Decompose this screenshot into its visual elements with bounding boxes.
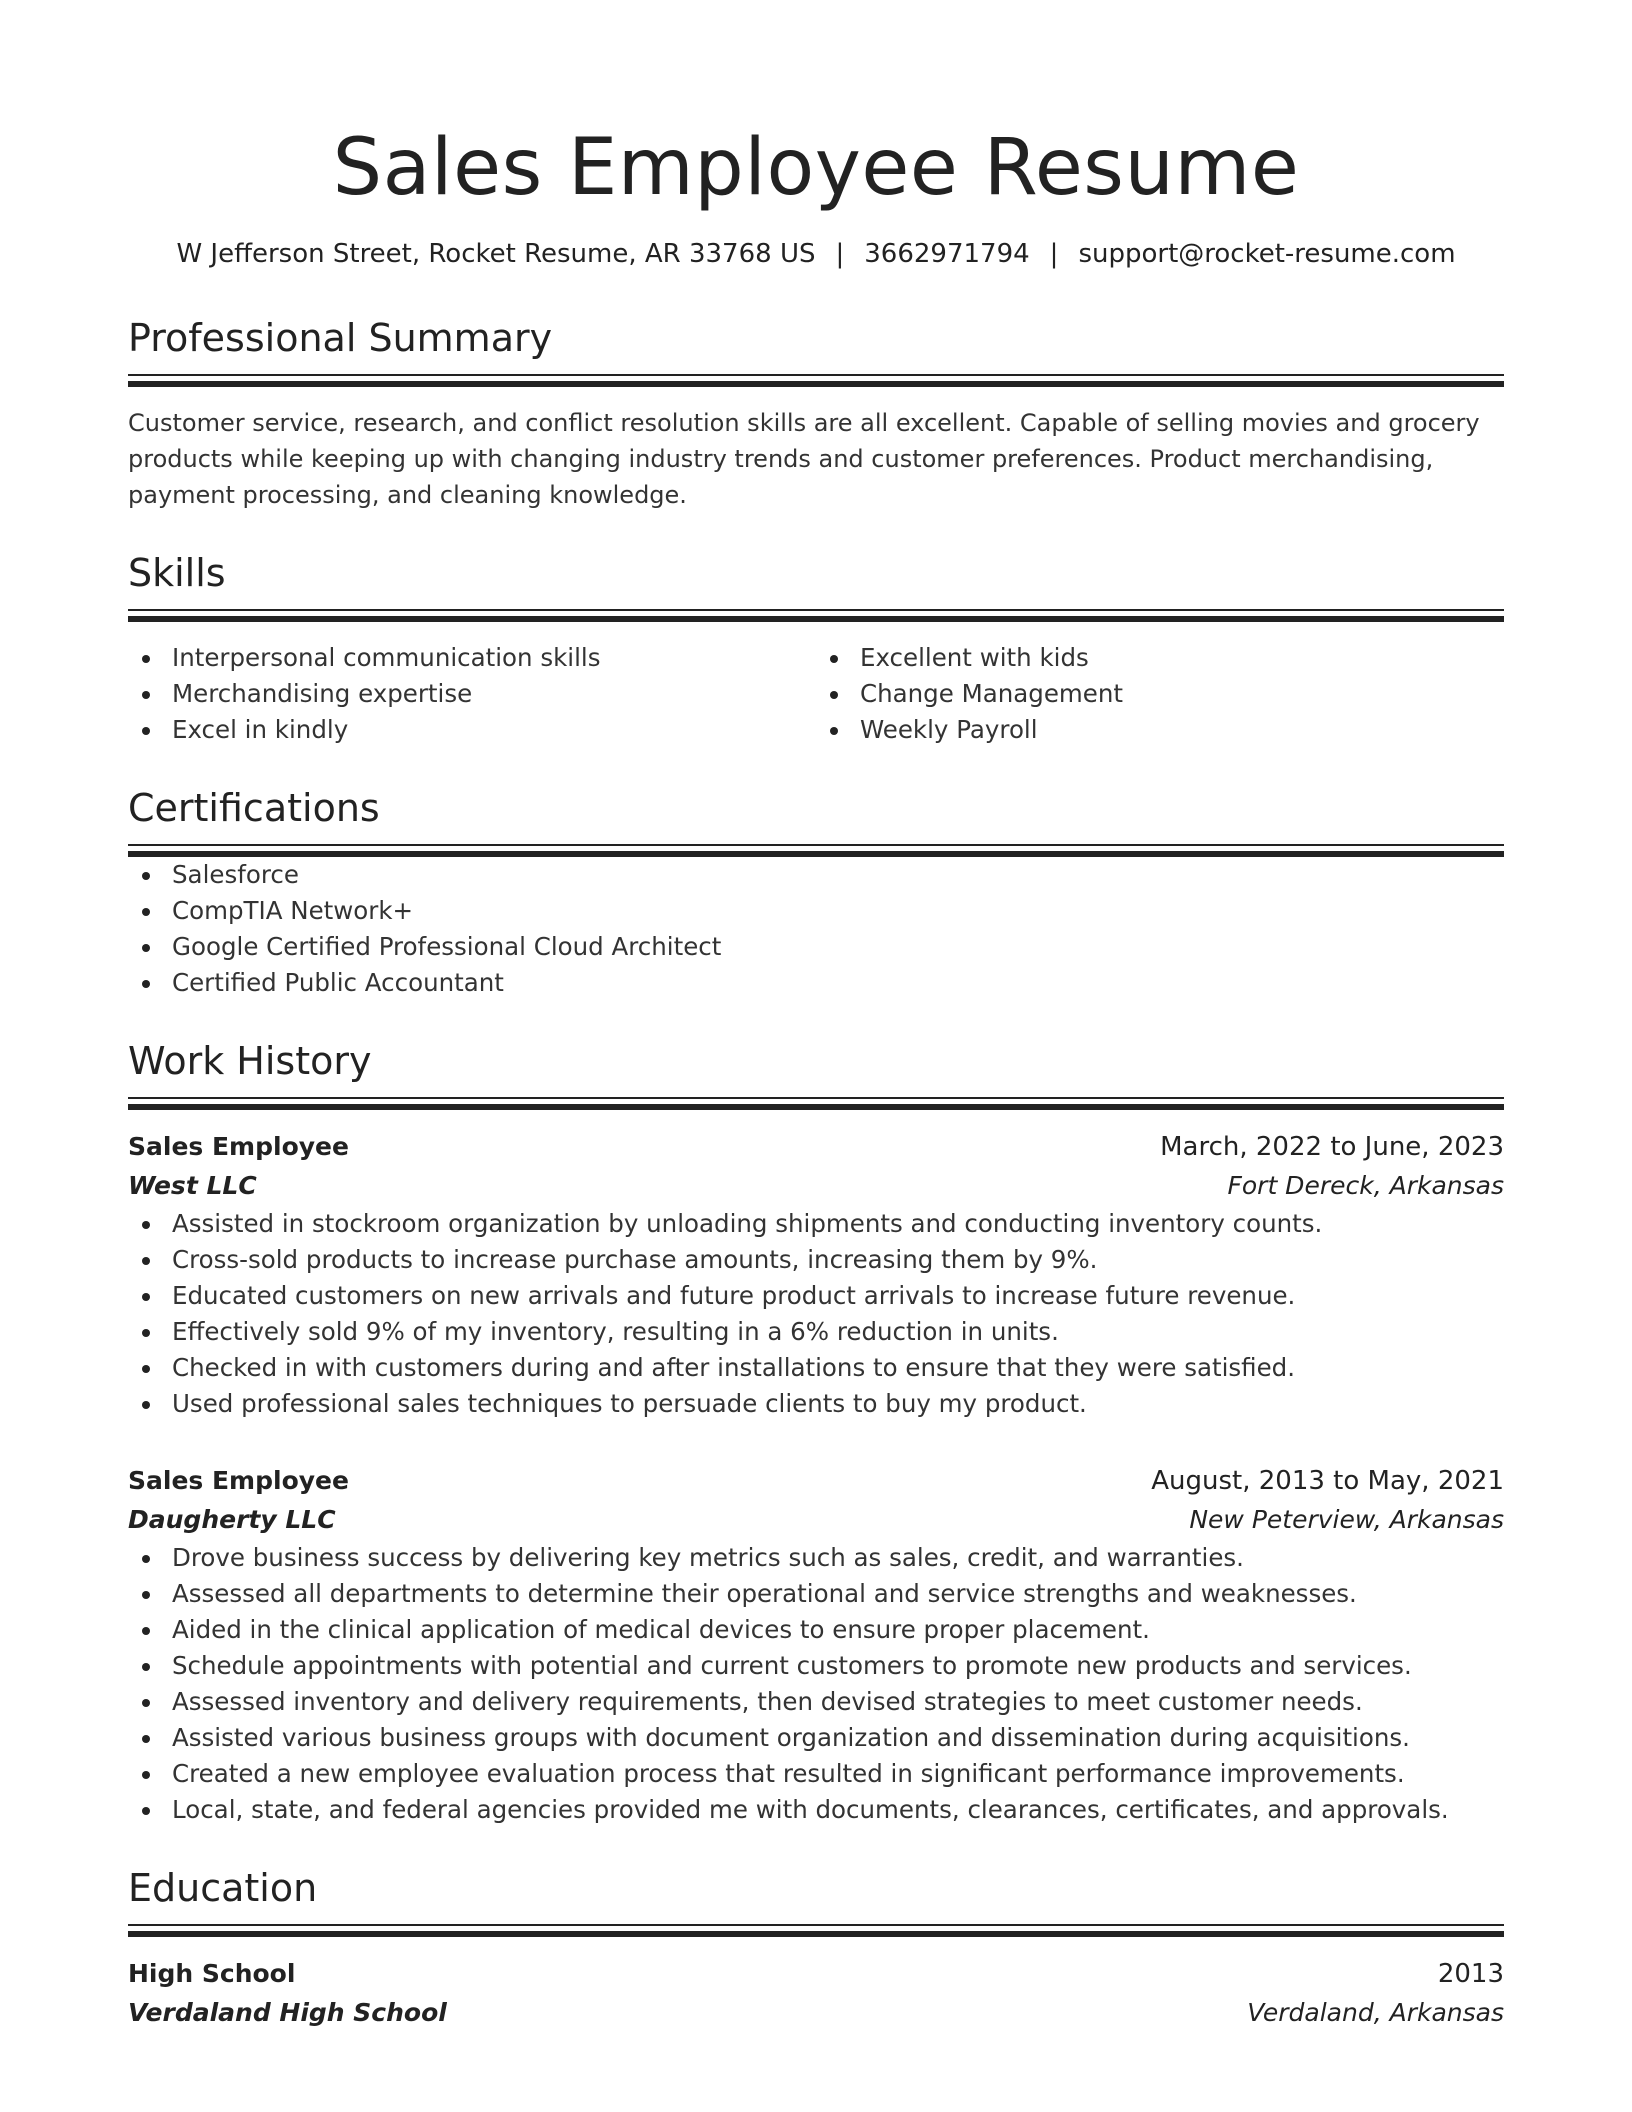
education-year: 2013 <box>1437 1959 1504 1989</box>
job-entry <box>128 1128 1504 1422</box>
education-title: Education <box>128 1866 318 1910</box>
job-company-row <box>128 1166 1504 1206</box>
job-dates: August, 2013 to May, 2021 <box>1151 1466 1504 1496</box>
job-bullet: Schedule appointments with potential and current customers to promote new products and services. <box>128 1648 1504 1684</box>
job-location: New Peterview, Arkansas <box>1189 1505 1504 1534</box>
education-section <box>128 1862 1504 2033</box>
section-divider <box>128 1924 1504 1937</box>
skill-item: Merchandising expertise <box>128 676 816 712</box>
job-title: Sales Employee <box>128 1466 349 1495</box>
job-dates: March, 2022 to June, 2023 <box>1160 1132 1504 1162</box>
job-title: Sales Employee <box>128 1132 349 1161</box>
job-bullet: Used professional sales techniques to persuade clients to buy my product. <box>128 1386 1504 1422</box>
summary-title: Professional Summary <box>128 316 553 360</box>
contact-email: support@rocket-resume.com <box>1078 239 1456 269</box>
job-bullet: Assessed all departments to determine their operational and service strengths and weaknesses. <box>128 1576 1504 1612</box>
work-history-title: Work History <box>128 1039 372 1083</box>
summary-section <box>128 312 1504 513</box>
contact-phone: 3662971794 <box>864 239 1030 269</box>
skill-item: Weekly Payroll <box>816 712 1504 748</box>
job-company-row <box>128 1500 1504 1540</box>
job-bullet: Assisted in stockroom organization by unloading shipments and conducting inventory counts. <box>128 1206 1504 1242</box>
certifications-title: Certifications <box>128 786 380 830</box>
work-history-section <box>128 1035 1504 1828</box>
contact-separator: | <box>1049 239 1059 269</box>
education-school-row <box>128 1993 1504 2033</box>
job-location: Fort Dereck, Arkansas <box>1227 1171 1504 1200</box>
certification-item: CompTIA Network+ <box>128 893 1504 929</box>
education-location: Verdaland, Arkansas <box>1247 1998 1504 2027</box>
skills-grid <box>128 640 1504 748</box>
job-bullet: Aided in the clinical application of medical devices to ensure proper placement. <box>128 1612 1504 1648</box>
job-bullet: Drove business success by delivering key metrics such as sales, credit, and warranties. <box>128 1540 1504 1576</box>
job-bullet: Assessed inventory and delivery requirements, then devised strategies to meet customer needs. <box>128 1684 1504 1720</box>
contact-separator: | <box>835 239 845 269</box>
contact-line <box>128 236 1504 272</box>
education-degree: High School <box>128 1959 296 1988</box>
job-company: West LLC <box>128 1171 257 1200</box>
contact-address: W Jefferson Street, Rocket Resume, AR 33768 US <box>176 239 816 269</box>
certifications-section <box>128 782 1504 1001</box>
resume-name: Sales Employee Resume <box>332 123 1300 213</box>
section-divider <box>128 609 1504 622</box>
job-header-row <box>128 1128 1504 1166</box>
job-bullets <box>128 1206 1504 1422</box>
certifications-list <box>128 857 1504 1001</box>
job-bullet: Cross-sold products to increase purchase amounts, increasing them by 9%. <box>128 1242 1504 1278</box>
certification-item: Salesforce <box>128 857 1504 893</box>
job-bullet: Checked in with customers during and after installations to ensure that they were satisfied. <box>128 1350 1504 1386</box>
education-entry <box>128 1955 1504 2033</box>
section-divider <box>128 374 1504 387</box>
section-divider <box>128 1097 1504 1110</box>
education-header-row <box>128 1955 1504 1993</box>
job-bullet: Effectively sold 9% of my inventory, resulting in a 6% reduction in units. <box>128 1314 1504 1350</box>
skills-section <box>128 547 1504 748</box>
skill-item: Change Management <box>816 676 1504 712</box>
job-bullet: Created a new employee evaluation process that resulted in significant performance improvements. <box>128 1756 1504 1792</box>
certification-item: Certified Public Accountant <box>128 965 1504 1001</box>
education-school: Verdaland High School <box>128 1998 447 2027</box>
skills-left-column <box>128 640 816 748</box>
job-bullets <box>128 1540 1504 1828</box>
job-bullet: Assisted various business groups with document organization and dissemination during acquisitions. <box>128 1720 1504 1756</box>
job-bullet: Local, state, and federal agencies provided me with documents, clearances, certificates, and approvals. <box>128 1792 1504 1828</box>
skills-right-column <box>816 640 1504 748</box>
skill-item: Interpersonal communication skills <box>128 640 816 676</box>
skill-item: Excellent with kids <box>816 640 1504 676</box>
skills-title: Skills <box>128 551 226 595</box>
certification-item: Google Certified Professional Cloud Architect <box>128 929 1504 965</box>
section-divider <box>128 844 1504 857</box>
summary-text: Customer service, research, and conflict resolution skills are all excellent. Capable of selling movies and grocery products while keeping up with changing industry trends and customer preferences. Product merchandising, payment processing, and cleaning knowledge. <box>128 409 1480 509</box>
skill-item: Excel in kindly <box>128 712 816 748</box>
job-entry <box>128 1462 1504 1828</box>
job-header-row <box>128 1462 1504 1500</box>
job-bullet: Educated customers on new arrivals and future product arrivals to increase future revenue. <box>128 1278 1504 1314</box>
job-company: Daugherty LLC <box>128 1505 336 1534</box>
